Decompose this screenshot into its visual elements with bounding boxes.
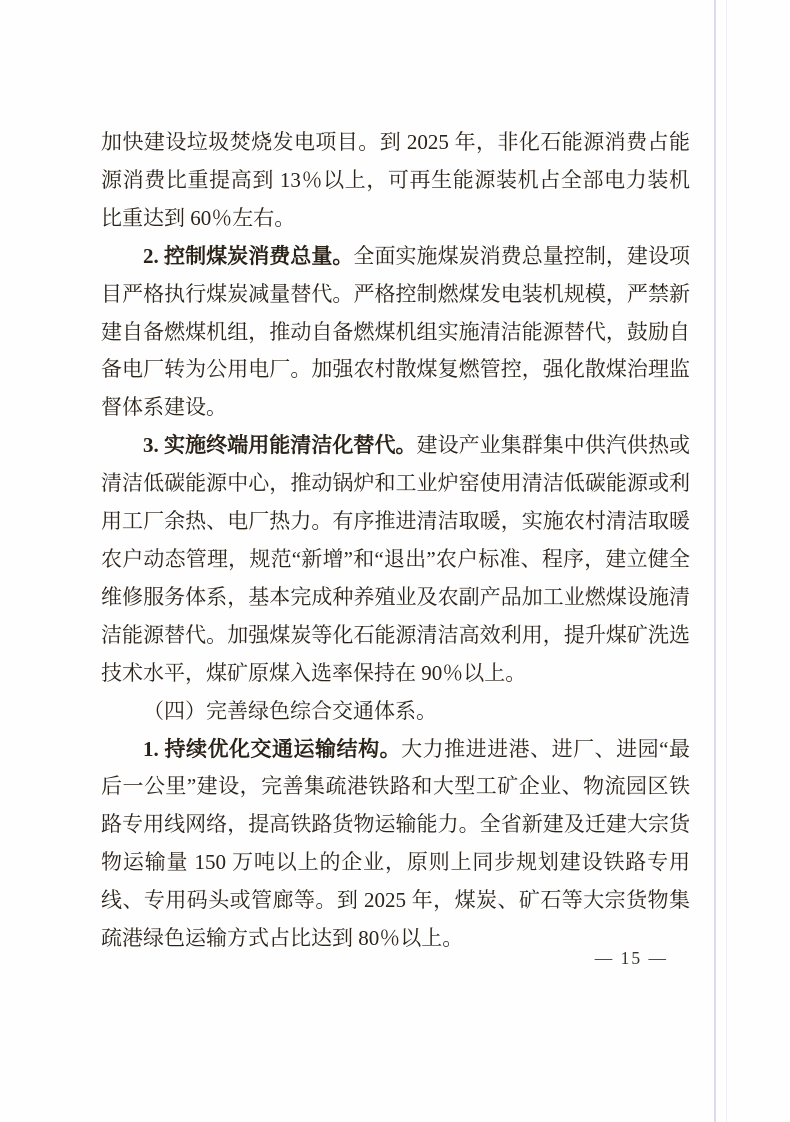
paragraph-text: 建设产业集群集中供汽供热或清洁低碳能源中心，推动锅炉和工业炉窑使用清洁低碳能源或利用工厂余热、电厂热力。有序推进清洁取暖，实施农村清洁取暖农户动态管理，规范“新增”和“退出”农户标准、程序，建立健全维修服务体系，基本完成种养殖业及农副产品加工业燃煤设施清洁能源替代。加强煤炭等化石能源清洁高效利用，提升煤矿洗选技术水平，煤矿原煤入选率保持在 90％以上。 bbox=[101, 433, 691, 685]
paragraph-head: 2. 控制煤炭消费总量。 bbox=[143, 243, 354, 268]
section-heading-text: （四）完善绿色综合交通体系。 bbox=[143, 698, 437, 723]
paragraph-head: 1. 持续优化交通运输结构。 bbox=[143, 736, 402, 761]
scan-artifact-line bbox=[714, 0, 716, 1122]
scan-artifact-line-faint bbox=[726, 0, 727, 1122]
page-number: — 15 — bbox=[594, 948, 668, 968]
section-heading-4 bbox=[101, 693, 690, 731]
paragraph-text: 加快建设垃圾焚烧发电项目。到 2025 年，非化石能源消费占能源消费比重提高到 13％以上，可再生能源装机占全部电力装机比重达到 60％左右。 bbox=[101, 130, 690, 230]
paragraph-continuation bbox=[101, 124, 690, 238]
paragraph-item-2 bbox=[101, 238, 690, 428]
paragraph-head: 3. 实施终端用能清洁化替代。 bbox=[143, 433, 417, 458]
paragraph-text: 全面实施煤炭消费总量控制，建设项目严格执行煤炭减量替代。严格控制燃煤发电装机规模，严禁新建自备燃煤机组，推动自备燃煤机组实施清洁能源替代，鼓励自备电厂转为公用电厂。加强农村散煤复燃管控，强化散煤治理监督体系建设。 bbox=[101, 243, 691, 420]
paragraph-text: 大力推进进港、进厂、进园“最后一公里”建设，完善集疏港铁路和大型工矿企业、物流园区铁路专用线网络，提高铁路货物运输能力。全省新建及迁建大宗货物运输量 150 万吨以上的企业，原则上同步规划建设铁路专用线、专用码头或管廊等。到 2025 年，煤炭、矿石等大宗货物集疏港绿色运输方式占比达到 80％以上。 bbox=[101, 736, 691, 951]
paragraph-item-1 bbox=[101, 731, 690, 958]
document-body-text bbox=[101, 124, 690, 958]
paragraph-item-3 bbox=[101, 427, 690, 692]
